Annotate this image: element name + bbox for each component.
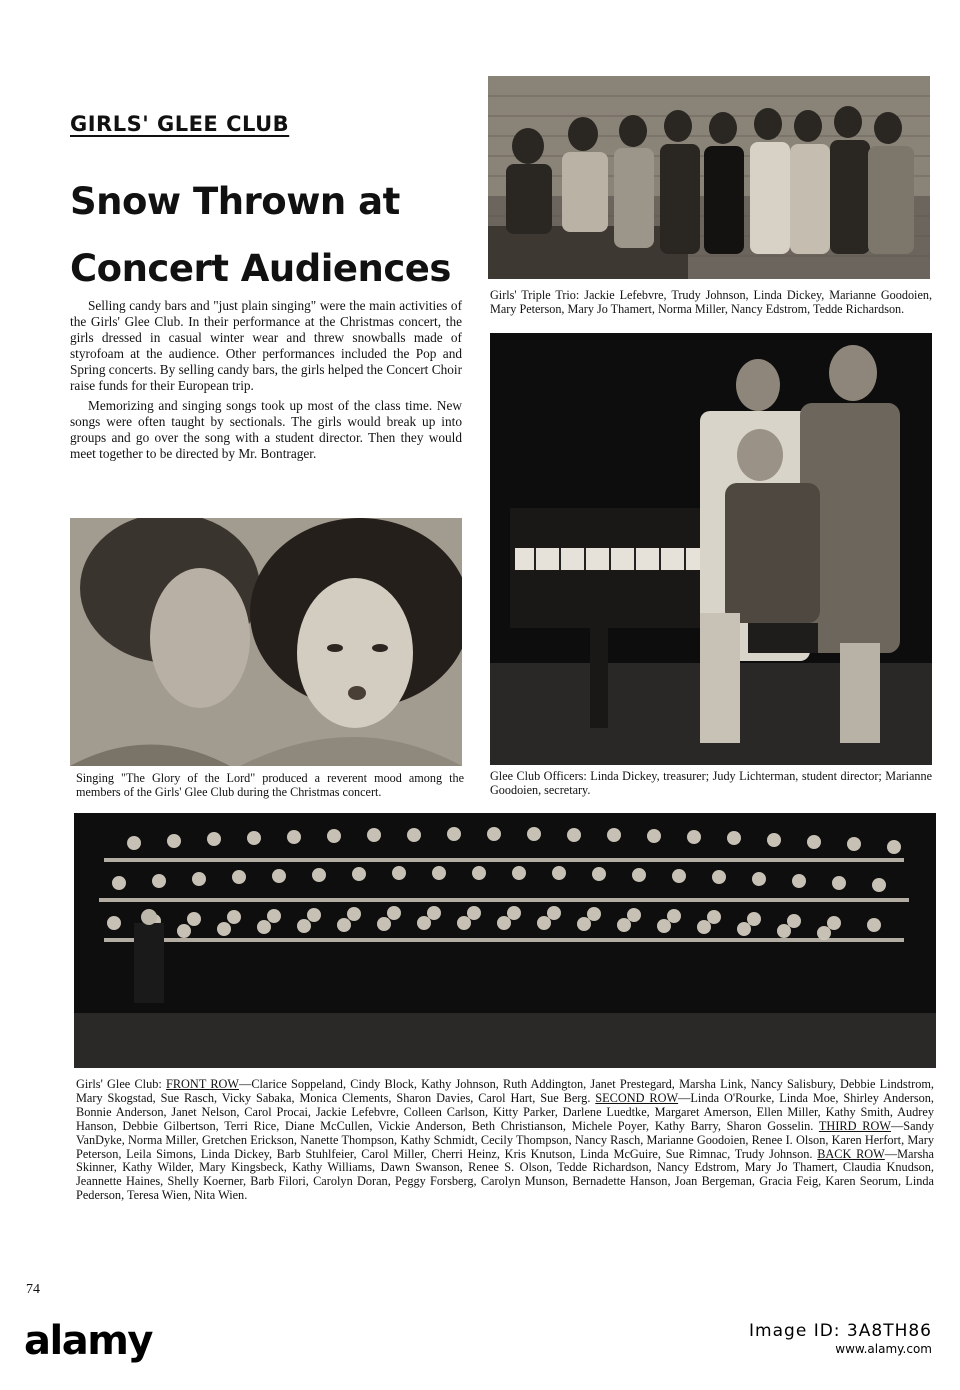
triple-trio-caption: Girls' Triple Trio: Jackie Lefebvre, Trudy Johnson, Linda Dickey, Marianne Goodoien, Mary Peterson, Mary Jo Thamert, Norma Miller, Nancy Edstrom, Tedde Richardson.: [490, 288, 932, 316]
singing-caption: Singing "The Glory of the Lord" produced a reverent mood among the members of the Girls' Glee Club during the Christmas concert.: [76, 771, 464, 799]
group-caption: [76, 1078, 934, 1203]
article-body: [70, 298, 462, 465]
glee-club-group-photo: [74, 813, 936, 1068]
second-row-names: —Linda O'Rourke, Linda Moe, Shirley Anderson, Bonnie Anderson, Janet Nelson, Carol Procai, Jackie Lefebvre, Colleen Carlson, Kitty Parker, Darlene Luedtke, Margaret Amerson, Ellen Miller, Kathy Smith, Audrey Hanson, Debbie Gilbertson, Terri Rice, Diane McCullen, Vickie Anderson, Beth Christianson, Michele Poyer, Kathy Barry, Sharon Gosselin.: [76, 1090, 934, 1133]
third-row-label: THIRD ROW: [818, 1118, 891, 1133]
stock-logo: alamy: [24, 1318, 152, 1364]
second-row-label: SECOND ROW: [595, 1090, 679, 1105]
officers-caption: Glee Club Officers: Linda Dickey, treasurer; Judy Lichterman, student director; Marianne Goodoien, secretary.: [490, 769, 932, 797]
article-paragraph-2: Memorizing and singing songs took up most of the class time. New songs were often taught by sectionals. The girls would break up into groups and go over the song with a student director. Then they would meet together to be directed by Mr. Bontrager.: [70, 397, 462, 461]
group-caption-intro: Girls' Glee Club:: [76, 1077, 167, 1091]
headline-line-1: Snow Thrown at: [70, 180, 400, 223]
back-row-label: BACK ROW: [817, 1146, 885, 1161]
front-row-label: FRONT ROW: [166, 1077, 240, 1091]
image-id: Image ID: 3A8TH86: [749, 1321, 932, 1341]
section-label: GIRLS' GLEE CLUB: [70, 112, 290, 136]
stock-site: www.alamy.com: [835, 1342, 932, 1356]
third-row-names: —Sandy VanDyke, Norma Miller, Gretchen Erickson, Nanette Thompson, Kathy Schmidt, Cecily Thompson, Nancy Rasch, Marianne Goodoien, Renee I. Olson, Karen Herfort, Mary Peterson, Leila Simons, Linda Dickey, Barb Stuhlfeier, Carol Miller, Cherri Heinz, Kris Knutson, Linda McGuire, Sue Rimnac, Trudy Johnson.: [76, 1118, 934, 1161]
singing-closeup-photo: [70, 518, 462, 766]
page-number: 74: [26, 1282, 40, 1297]
back-row-names: —Marsha Skinner, Kathy Wilder, Mary Kingsbeck, Kathy Williams, Dawn Swanson, Renee S. Olson, Tedde Richardson, Nancy Edstrom, Mary Jo Thamert, Claudia Knudson, Jeannette Haines, Shelly Koerner, Barb Filori, Carolyn Doran, Peggy Forsberg, Carolyn Munson, Bernadette Hanson, Joan Bergeman, Gracia Feig, Karen Seorum, Linda Pederson, Teresa Wien, Nita Wien.: [76, 1146, 934, 1203]
article-paragraph-1: Selling candy bars and "just plain singing" were the main activities of the Girls' Glee Club. In their performance at the Christmas concert, the girls dressed in casual winter wear and threw snowballs made of styrofoam at the audience. Other performances included the Pop and Spring concerts. By selling candy bars, the girls helped the Concert Choir raise funds for their European trip.: [70, 298, 462, 394]
triple-trio-photo: [488, 76, 930, 279]
front-row-names: —Clarice Soppeland, Cindy Block, Kathy Johnson, Ruth Addington, Janet Prestegard, Marsha Link, Nancy Salisbury, Debbie Lindstrom, Mary Skogstad, Sue Rasch, Vicky Sabaka, Monica Clements, Sharon Davies, Carol Hart, Sue Berg.: [76, 1077, 934, 1105]
stock-meta: [682, 1322, 932, 1358]
headline: [70, 168, 470, 302]
officers-photo: [490, 333, 932, 765]
headline-line-2: Concert Audiences: [70, 247, 451, 290]
